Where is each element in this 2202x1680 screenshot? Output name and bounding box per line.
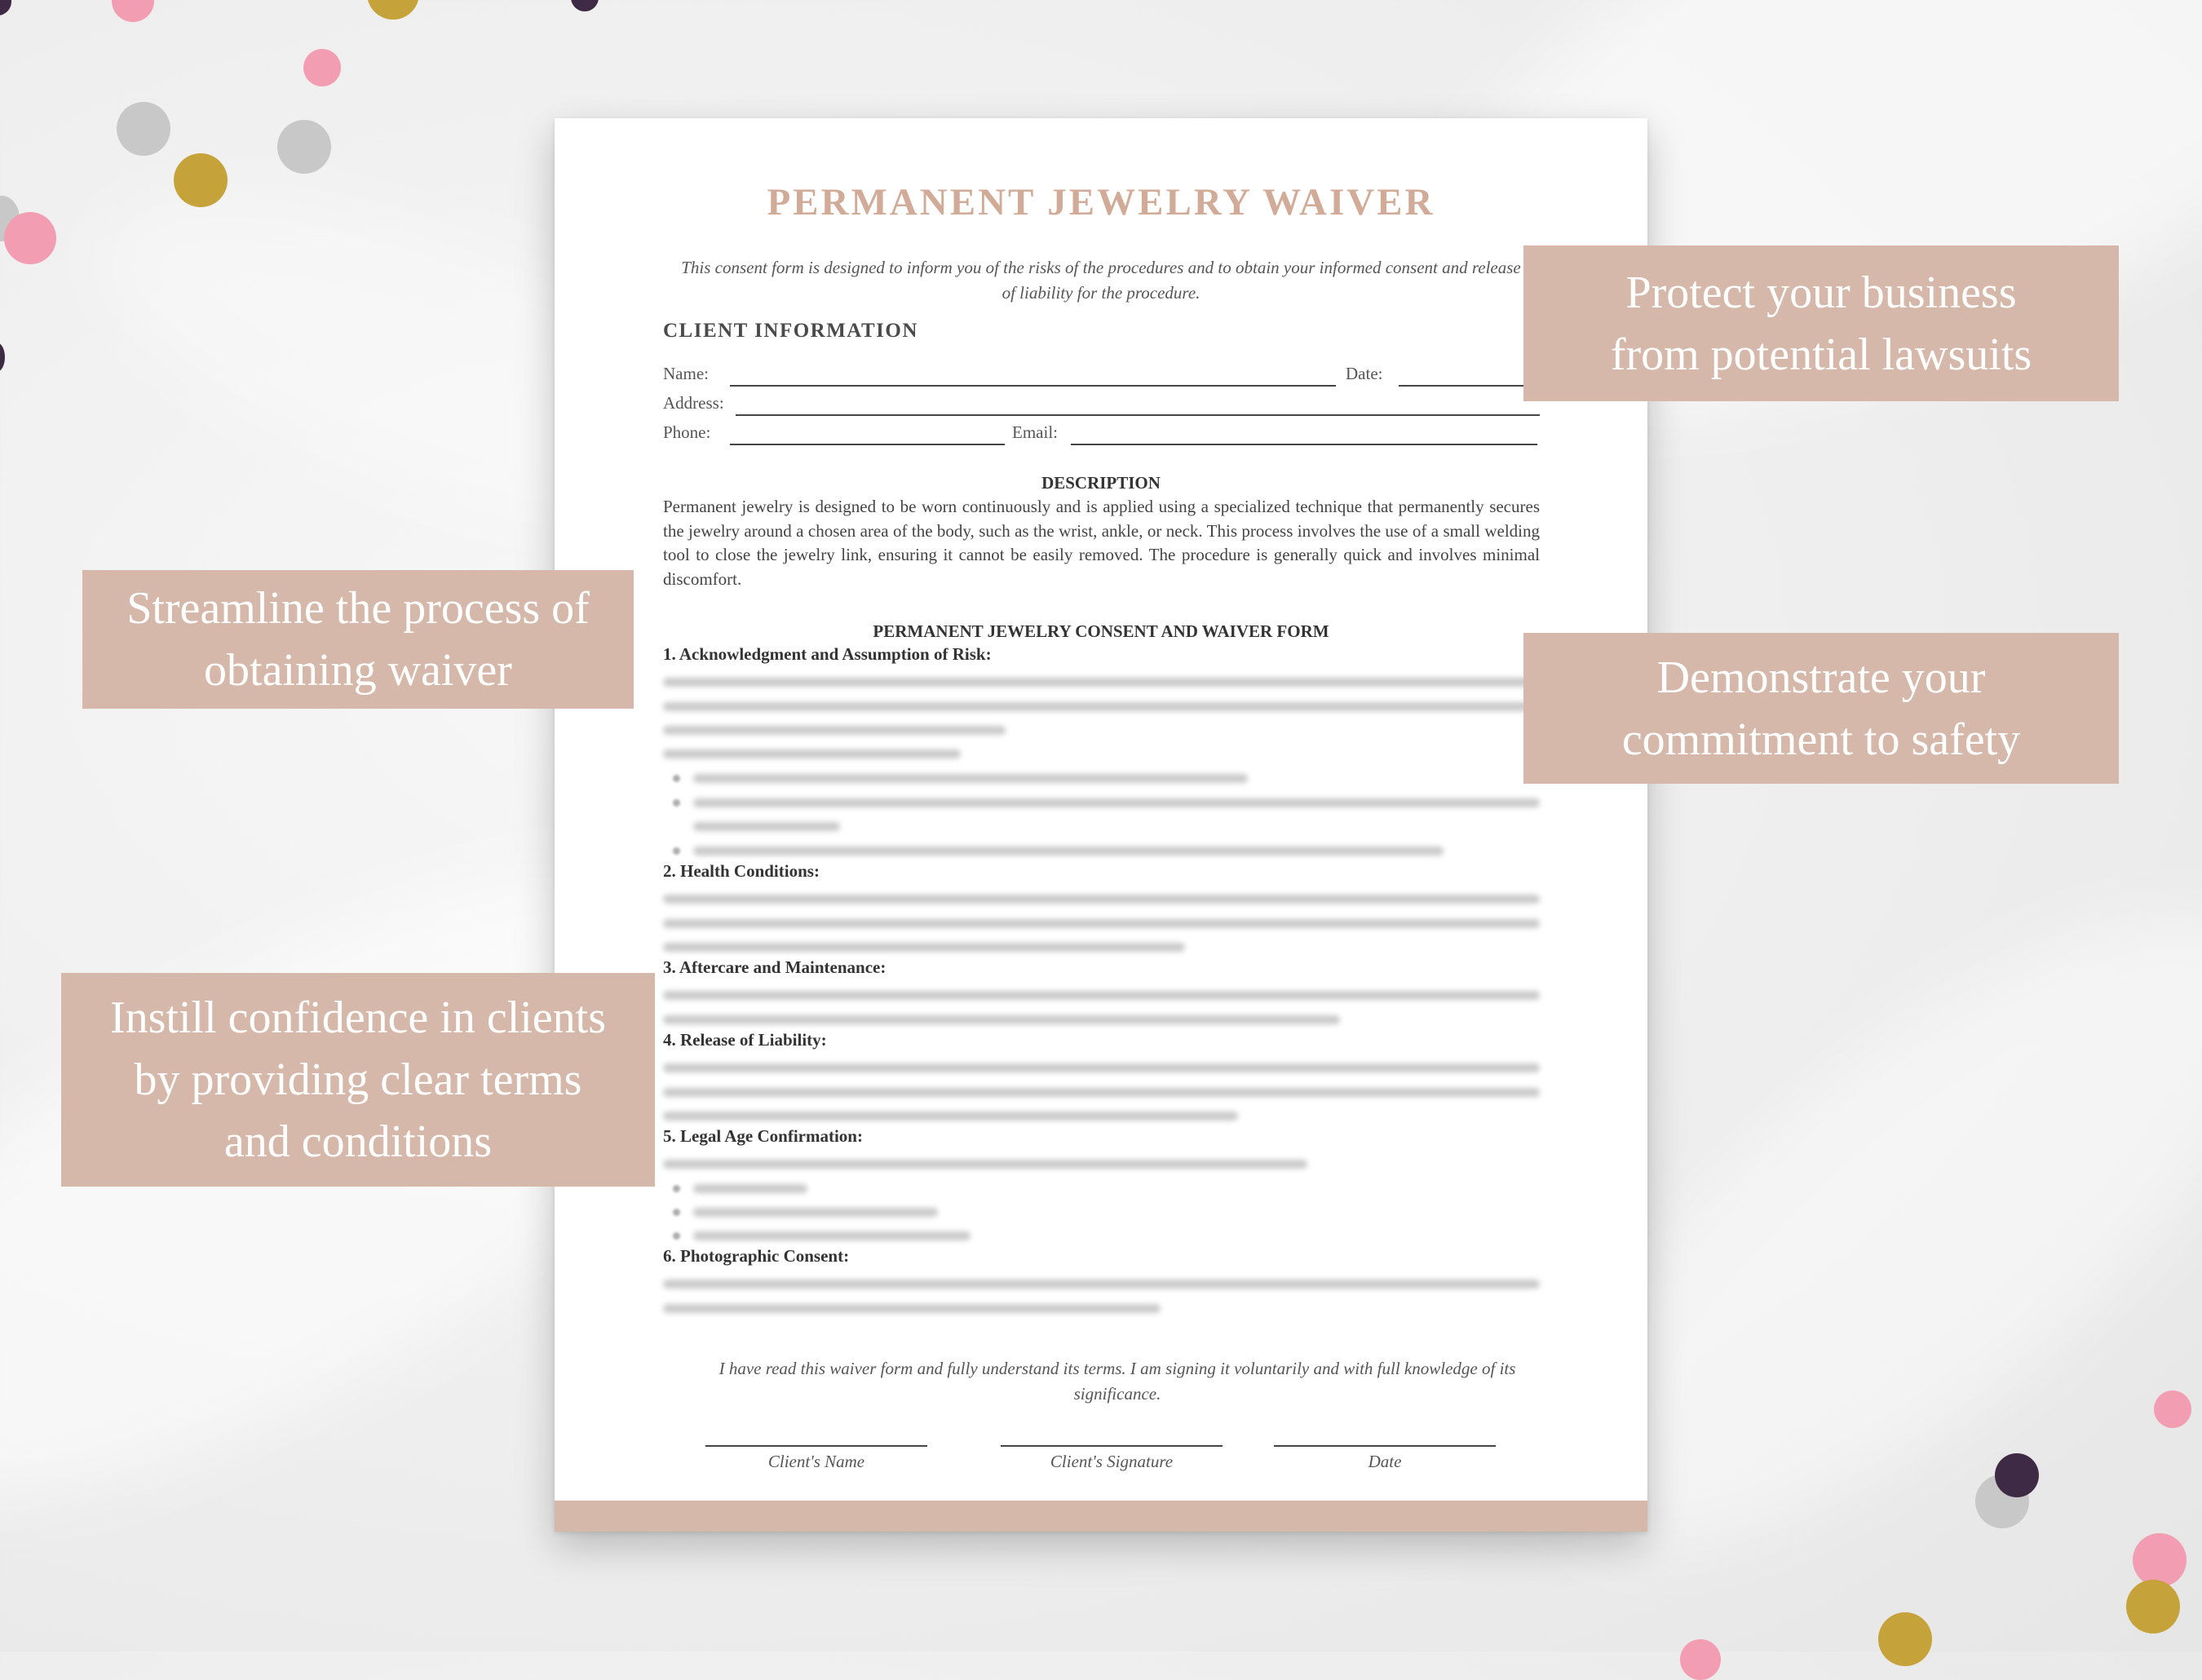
client-signature-label: Client's Signature xyxy=(1050,1452,1174,1471)
callout-line: Streamline the process of xyxy=(126,583,590,634)
confetti-dot xyxy=(4,212,56,264)
client-name-label: Client's Name xyxy=(767,1452,865,1471)
confetti-dot xyxy=(2126,1580,2180,1634)
blurred-text-line xyxy=(663,1160,1307,1169)
client-signature-line xyxy=(1001,1445,1223,1447)
blurred-text-line xyxy=(663,1063,1540,1072)
blurred-text-line xyxy=(693,1231,971,1240)
consent-form-heading: PERMANENT JEWELRY CONSENT AND WAIVER FORM xyxy=(873,621,1329,641)
blurred-text-line xyxy=(663,1280,1540,1289)
blurred-text-line xyxy=(693,1184,807,1193)
callout-line: Instill confidence in clients xyxy=(109,993,607,1043)
blurred-text-line xyxy=(663,1304,1161,1313)
blurred-text-line xyxy=(663,943,1185,952)
date-label: Date: xyxy=(1346,364,1383,383)
callout-demonstrate-safety xyxy=(1523,633,2119,784)
blurred-bullet xyxy=(673,775,680,782)
client-information-heading: CLIENT INFORMATION xyxy=(663,320,918,342)
blurred-bullet xyxy=(673,1185,680,1192)
confetti-dot xyxy=(277,120,331,174)
document-title: PERMANENT JEWELRY WAIVER xyxy=(767,181,1435,223)
email-field-line xyxy=(1071,444,1537,445)
blurred-bullet xyxy=(673,1209,680,1216)
confetti-dot xyxy=(1995,1453,2039,1497)
confetti-dot xyxy=(303,49,341,86)
blurred-text-line xyxy=(693,822,840,831)
callout-line: Protect your business xyxy=(1625,267,2017,318)
address-label: Address: xyxy=(663,393,724,413)
callout-line: Demonstrate your xyxy=(1656,652,1986,703)
blurred-text-line xyxy=(693,798,1540,807)
blurred-text-line xyxy=(663,895,1540,904)
clause-aftercare: 3. Aftercare and Maintenance: xyxy=(663,957,887,977)
blurred-text-line xyxy=(693,1208,938,1217)
blurred-text-line xyxy=(663,678,1540,687)
blurred-text-line xyxy=(663,749,961,758)
blurred-text-line xyxy=(663,1088,1540,1097)
phone-label: Phone: xyxy=(663,422,711,442)
closing-statement: I have read this waiver form and fully understand its terms. I am signing it voluntarily and with full knowledge of its significance. xyxy=(719,1359,1516,1404)
name-field-line xyxy=(730,385,1336,387)
blurred-bullet xyxy=(673,847,680,855)
confetti-dot xyxy=(2133,1533,2187,1587)
waiver-document xyxy=(555,118,1647,1532)
clause-acknowledgment: 1. Acknowledgment and Assumption of Risk: xyxy=(663,644,992,664)
blurred-text-line xyxy=(663,991,1540,1000)
description-body: Permanent jewelry is designed to be worn continuously and is applied using a specialized technique that permanently secures the jewelry around a chosen area of the body, such as the wrist, ankle, or neck. This process involves the use of a small welding tool to close the jewelry link, ensuring it cannot be easily removed. The procedure is generally quick and involves minimal discomfort. xyxy=(663,497,1540,589)
blurred-text-line xyxy=(663,702,1540,711)
clause-photographic-consent: 6. Photographic Consent: xyxy=(663,1246,850,1266)
name-label: Name: xyxy=(663,364,709,383)
document-footer-band xyxy=(555,1501,1647,1532)
callout-line: obtaining waiver xyxy=(204,645,512,696)
blurred-bullet xyxy=(673,799,680,807)
callout-instill-confidence xyxy=(61,973,655,1187)
address-field-line xyxy=(736,414,1540,416)
confetti-dot xyxy=(117,102,170,156)
date-signature-label: Date xyxy=(1368,1452,1402,1471)
client-name-signature-line xyxy=(705,1445,927,1447)
email-label: Email: xyxy=(1012,422,1058,442)
callout-line: and conditions xyxy=(223,1116,493,1167)
blurred-text-line xyxy=(663,726,1006,735)
blurred-text-line xyxy=(663,1112,1238,1121)
date-signature-line xyxy=(1274,1445,1496,1447)
callout-line: from potential lawsuits xyxy=(1610,329,2032,380)
description-heading: DESCRIPTION xyxy=(1041,473,1161,493)
phone-field-line xyxy=(730,444,1005,445)
blurred-text-line xyxy=(663,1015,1340,1024)
blurred-text-line xyxy=(663,919,1540,928)
date-field-line xyxy=(1399,385,1529,387)
clause-health-conditions: 2. Health Conditions: xyxy=(663,861,820,881)
callout-streamline-process xyxy=(82,570,634,709)
callout-line: commitment to safety xyxy=(1621,714,2021,765)
confetti-dot xyxy=(1680,1639,1721,1680)
confetti-dot xyxy=(174,153,228,207)
callout-protect-business xyxy=(1523,245,2119,401)
blurred-text-line xyxy=(693,847,1444,855)
confetti-dot xyxy=(1878,1612,1932,1666)
confetti-dot xyxy=(2154,1390,2191,1428)
clause-release-of-liability: 4. Release of Liability: xyxy=(663,1030,827,1050)
blurred-bullet xyxy=(673,1232,680,1240)
clause-legal-age: 5. Legal Age Confirmation: xyxy=(663,1126,863,1146)
callout-line: by providing clear terms xyxy=(134,1054,582,1105)
blurred-text-line xyxy=(693,774,1248,783)
document-intro: This consent form is designed to inform you of the risks of the procedures and to obtain your informed consent and release of liability for the procedure. xyxy=(681,258,1521,303)
